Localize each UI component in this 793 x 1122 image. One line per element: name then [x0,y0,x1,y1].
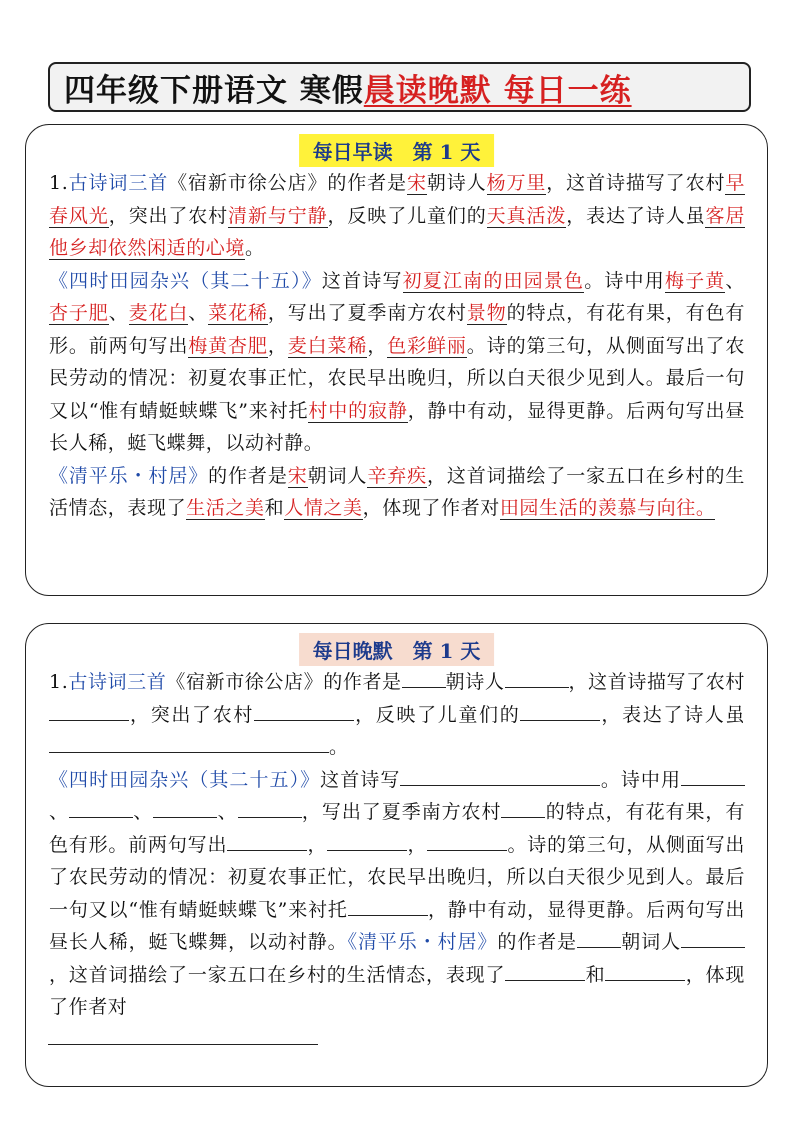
answer-blank[interactable] [501,799,545,818]
text: ，写出了夏季南方农村 [267,302,467,324]
text: ，写出了夏季南方农村 [301,801,502,823]
text: 这首诗写 [320,768,401,791]
answer-blank[interactable] [238,799,302,818]
answer-blank[interactable] [520,702,600,721]
text: 、 [217,801,238,823]
answer-blank[interactable] [69,799,133,818]
text: 朝诗人 [445,671,505,693]
text: 。诗的第三句，从侧面写出了农民劳动的情况：初夏农事正忙，农民早出晚归，所以白天很少见到人。最后一句又以“惟有蜻蜓蛱蝶飞”来衬托 [49,334,746,422]
text: 。 [245,237,265,259]
answer: 清新与宁静 [228,204,328,227]
evening-paragraph-1 [49,666,745,764]
answer: 菜花稀 [208,302,268,324]
poems-title: 古诗词三首 [68,172,169,194]
answer: 田园生活的羡慕与向往。 [499,497,716,519]
text: 、 [108,302,129,324]
text: 、 [188,302,209,324]
text: ， [307,833,328,856]
text: ，体现了作者对 [362,497,500,519]
text: ，反映了儿童们的 [327,204,487,227]
answer-blank[interactable] [505,669,569,688]
text: 。 [329,736,349,758]
answer-blank[interactable] [327,832,407,851]
text: 的特点，有花有果，有色有形。前两句写出 [49,801,745,856]
text: 的特点，有花有果，有色有形。前两句写出 [49,302,746,357]
text: 。诗中用 [584,269,665,292]
answer: 初夏江南的田园景色 [402,269,585,292]
poem-title: 《清平乐・村居》 [49,464,209,487]
morning-paragraph-2 [49,265,745,460]
evening-paragraph-2 [49,764,745,1024]
text: ，静中有动，显得更静。后两句写出昼长人稀，蜓飞蝶舞，以动衬静。 [49,399,745,454]
text: ，体现了作者对 [49,963,745,1018]
text: 、 [132,801,154,823]
evening-dictation-card [25,623,768,1087]
answer: 杨万里 [486,172,547,194]
text: 和 [264,497,285,519]
text: ，静中有动，显得更静。后两句写出昼长人稀，蜓飞蝶舞，以动衬静。 [49,898,745,953]
text: ，表达了诗人虽 [600,703,745,726]
text: 《宿新市徐公店》的作者是 [168,172,407,194]
text: 朝诗人 [426,172,487,194]
answer-blank[interactable] [153,799,217,818]
text: ，这首词描绘了一家五口在乡村的生活情态，表现了 [49,464,745,519]
text: ， [267,334,288,357]
answer-blank[interactable] [681,929,745,948]
title-main: 四年级下册语文 寒假 [64,72,364,109]
text: ，表达了诗人虽 [566,204,706,227]
answer-blank[interactable] [227,832,307,851]
text: ，反映了儿童们的 [354,703,521,726]
text: 、 [725,269,746,292]
text: ，这首词描绘了一家五口在乡村的生活情态，表现了 [49,963,506,986]
text: 朝词人 [620,931,681,953]
answer: 色彩鲜丽 [387,334,467,357]
answer: 景物 [466,302,507,324]
answer-blank-final[interactable] [48,1044,318,1045]
item-number: 1. [49,671,69,693]
title-highlight: 晨读晚默 每日一练 [363,72,632,109]
text: 朝词人 [307,464,368,487]
text: ，突出了农村 [108,204,229,227]
answer-blank[interactable] [402,669,446,688]
morning-reading-card [25,124,768,596]
item-number: 1. [49,172,69,194]
evening-dictation-body [49,666,745,1024]
answer: 客居他乡却依然闲适的心境 [49,204,745,259]
poems-title: 古诗词三首 [68,671,167,693]
answer-blank[interactable] [348,897,428,916]
answer-blank[interactable] [254,702,354,721]
answer: 早春风光 [49,172,745,227]
text: 的作者是 [208,464,288,487]
poem-title: 《四时田园杂兴（其二十五）》 [49,269,322,292]
text: ， [367,334,388,357]
text: ， [407,833,428,856]
text: 。诗中用 [600,768,682,791]
answer: 天真活泼 [486,204,567,227]
text: 这首诗写 [321,269,403,292]
answer: 宋 [406,172,427,194]
text: ，这首诗描写了农村 [546,172,726,194]
answer-blank[interactable] [577,929,621,948]
text: 《宿新市徐公店》的作者是 [166,671,402,693]
answer-blank[interactable] [427,832,507,851]
answer: 生活之美 [186,497,265,519]
morning-reading-heading: 每日早读 第 1 天 [299,134,495,167]
answer: 麦花白 [128,302,189,324]
text: 、 [49,801,69,823]
text: ，这首诗描写了农村 [568,671,745,693]
answer: 梅子黄 [664,269,726,292]
answer-blank[interactable] [49,734,329,753]
morning-paragraph-3 [49,460,745,525]
answer: 辛弃疾 [367,464,427,487]
morning-reading-body [49,167,745,525]
answer-blank[interactable] [505,962,585,981]
answer-blank[interactable] [400,767,600,786]
morning-paragraph-1 [49,167,745,265]
poem-title: 《清平乐・村居》 [347,931,498,953]
answer-blank[interactable] [605,962,685,981]
answer-blank[interactable] [681,767,745,786]
answer: 宋 [287,464,308,487]
answer: 杏子肥 [49,302,109,324]
page-title [48,62,751,112]
answer: 梅黄杏肥 [188,334,268,357]
answer-blank[interactable] [49,702,129,721]
text: ，突出了农村 [129,703,255,726]
answer: 人情之美 [284,497,363,519]
poem-title: 《四时田园杂兴（其二十五）》 [49,768,321,791]
text: 和 [585,963,606,986]
answer: 麦白菜稀 [287,334,368,357]
evening-dictation-heading: 每日晚默 第 1 天 [299,633,495,666]
answer: 村中的寂静 [308,399,408,422]
text: 。诗的第三句，从侧面写出了农民劳动的情况：初夏农事正忙，农民早出晚归，所以白天很少见到人。最后一句又以“惟有蜻蜓蛱蝶飞”来衬托 [49,833,745,921]
text: 的作者是 [497,931,577,953]
